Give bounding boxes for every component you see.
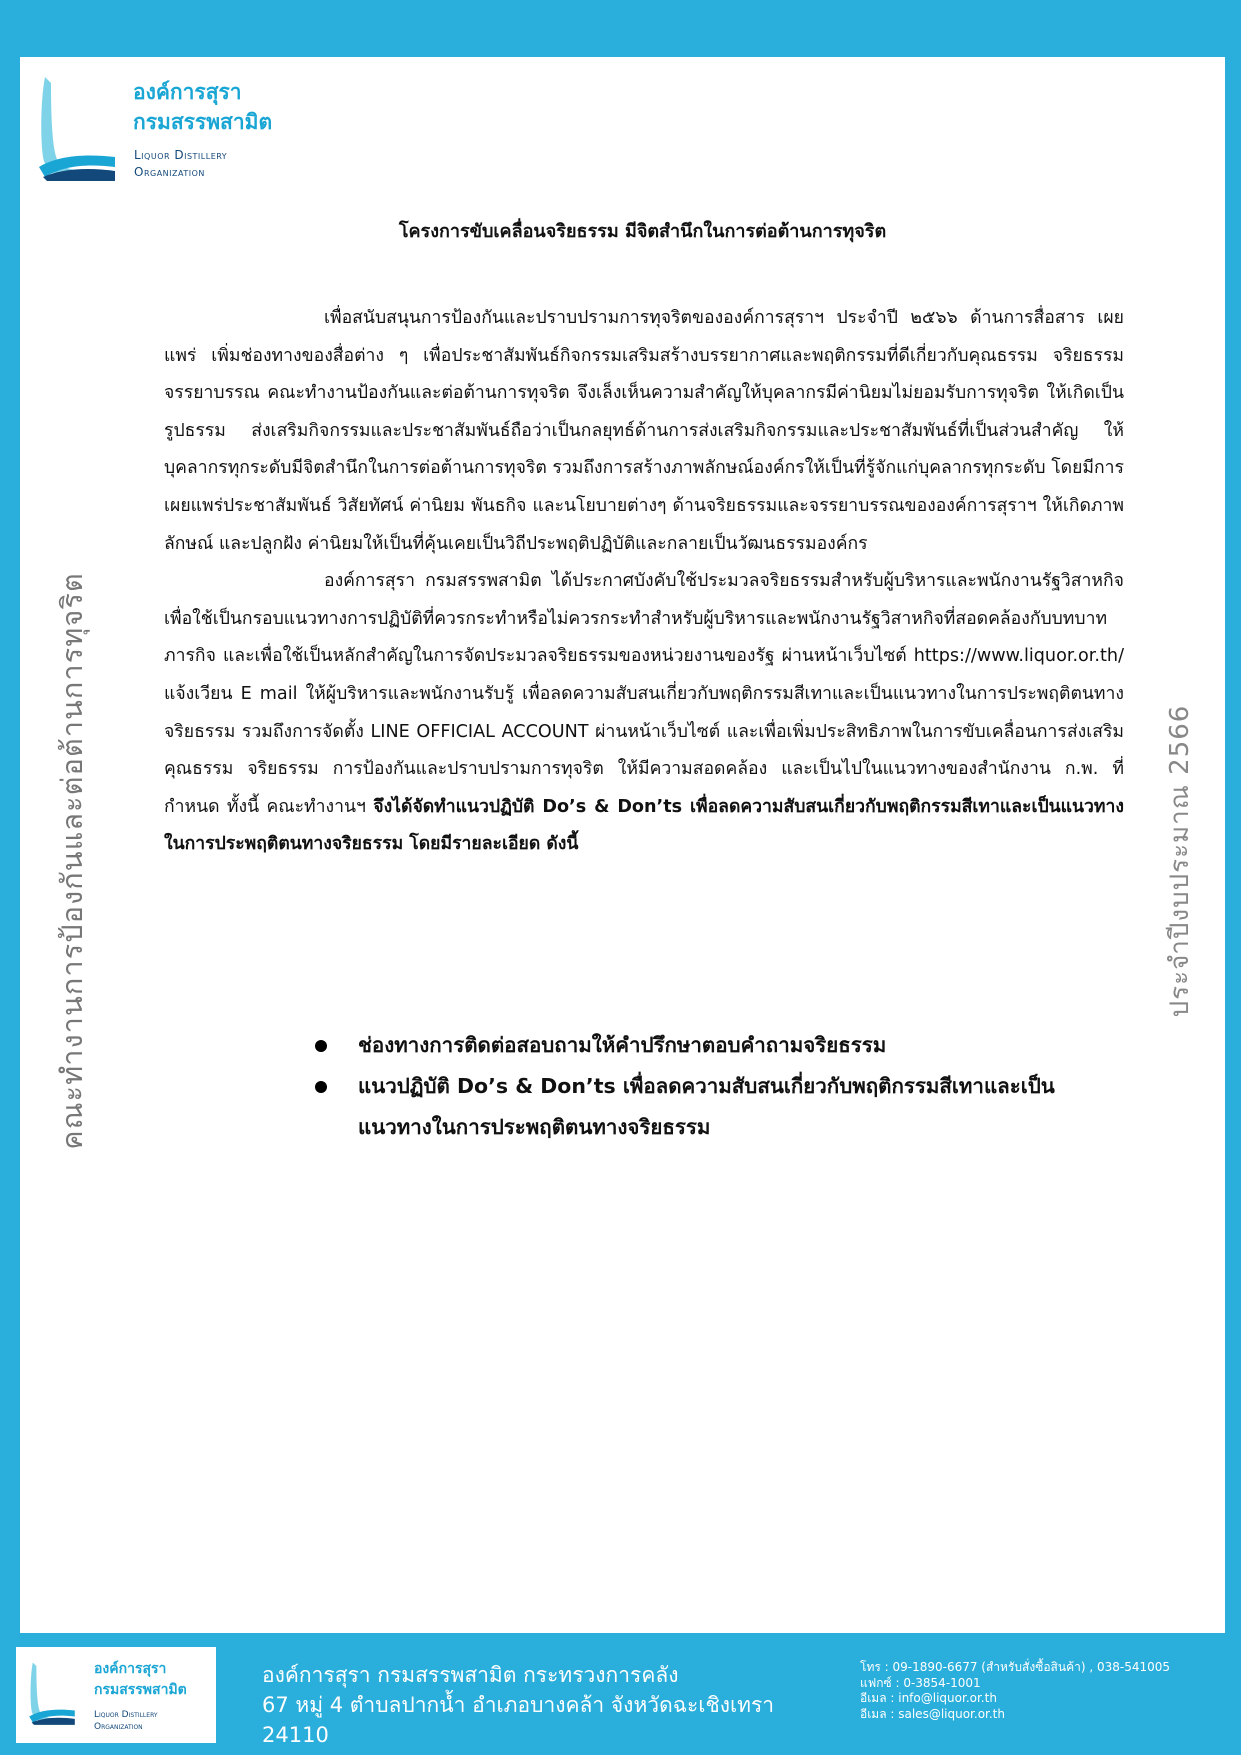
side-label-left: คณะทำงานการป้องกันและต่อต้านการทุจริต xyxy=(55,572,89,1150)
footer-address: องค์การสุรา กรมสรรพสามิต กระทรวงการคลัง 67 หมู่ 4 ตำบลปากน้ำ อำเภอบางคล้า จังหวัดฉะเชิงเทรา 24110 xyxy=(262,1663,775,1747)
document-body xyxy=(164,300,1124,864)
paragraph-2-bold: จึงได้จัดทำแนวปฏิบัติ Do’s & Don’ts เพื่อลดความสับสนเกี่ยวกับพฤติกรรมสีเทาและเป็นแนวทางในการประพฤติตนทางจริยธรรม โดยมีรายละเอียด ดังนี้ xyxy=(164,796,1124,855)
bullet-list xyxy=(310,1025,1125,1148)
paragraph-1: เพื่อสนับสนุนการป้องกันและปราบปรามการทุจริตขององค์การสุราฯ ประจำปี ๒๕๖๖ ด้านการสื่อสาร เผยแพร่ เพิ่มช่องทางของสื่อต่าง ๆ เพื่อประชาสัมพันธ์กิจกรรมเสริมสร้างบรรยากาศและพฤติกรรมที่ดีเกี่ยวกับคุณธรรม จริยธรรม จรรยาบรรณ คณะทำงานป้องกันและต่อต้านการทุจริต จึงเล็งเห็นความสำคัญให้บุคลากรมีค่านิยมไม่ยอมรับการทุจริต ให้เกิดเป็นรูปธรรม ส่งเสริมกิจกรรมและประชาสัมพันธ์ถือว่าเป็นกลยุทธ์ด้านการส่งเสริมกิจกรรมและประชาสัมพันธ์ที่เป็นส่วนสำคัญ ให้บุคลากรทุกระดับมีจิตสำนึกในการต่อต้านการทุจริต รวมถึงการสร้างภาพลักษณ์องค์กรให้เป็นที่รู้จักแก่บุคลากรทุกระดับ โดยมีการเผยแพร่ประชาสัมพันธ์ วิสัยทัศน์ ค่านิยม พันธกิจ และนโยบายต่างๆ ด้านจริยธรรมและจรรยาบรรณขององค์การสุราฯ ให้เกิดภาพลักษณ์ และปลูกฝัง ค่านิยมให้เป็นที่คุ้นเคยเป็นวิถีประพฤติปฏิบัติและกลายเป็นวัฒนธรรมองค์กร xyxy=(164,308,1124,554)
brand-name-th: องค์การสุรา กรมสรรพสามิต xyxy=(133,80,273,134)
lde-logo-icon xyxy=(28,1661,76,1727)
footer-contact: โทร : 09-1890-6677 (สำหรับสั่งซื้อสินค้า) , 038-541005 แฟกซ์ : 0-3854-1001 อีเมล : info@liquor.or.th อีเมล : sales@liquor.or.th xyxy=(860,1660,1171,1721)
bullet-text: แนวปฏิบัติ Do’s & Don’ts เพื่อลดความสับสนเกี่ยวกับพฤติกรรมสีเทาและเป็นแนวทางในการประพฤติตนทางจริยธรรม xyxy=(358,1074,1055,1139)
list-item xyxy=(310,1066,1125,1148)
footer-brand-name-th: องค์การสุรา กรมสรรพสามิต xyxy=(94,1661,187,1698)
list-item xyxy=(310,1025,1125,1066)
paragraph-2-text: องค์การสุรา กรมสรรพสามิต ได้ประกาศบังคับใช้ประมวลจริยธรรมสำหรับผู้บริหารและพนักงานรัฐวิสาหกิจ เพื่อใช้เป็นกรอบแนวทางการปฏิบัติที่ควรกระทำหรือไม่ควรกระทำสำหรับผู้บริหารและพนักงานรัฐวิสาหกิจที่สอดคล้องกับบทบาทภารกิจ และเพื่อใช้เป็นหลักสำคัญในการจัดประมวลจริยธรรมของหน่วยงานของรัฐ ผ่านหน้าเว็บไซต์ https://www.liquor.or.th/ แจ้งเวียน E mail ให้ผู้บริหารและพนักงานรับรู้ เพื่อลดความสับสนเกี่ยวกับพฤติกรรมสีเทาและเป็นแนวทางในการประพฤติตนทางจริยธรรม รวมถึงการจัดตั้ง LINE OFFICIAL ACCOUNT ผ่านหน้าเว็บไซต์ และเพื่อเพิ่มประสิทธิภาพในการขับเคลื่อนการส่งเสริมคุณธรรม จริยธรรม การป้องกันและปราบปรามการทุจริต ให้มีความสอดคล้อง และเป็นไปในแนวทางของสำนักงาน ก.พ. ที่กำหนด ทั้งนี้ คณะทำงานฯ xyxy=(164,571,1124,817)
paragraph-2 xyxy=(164,563,1124,864)
footer-brand-name-en: Liquor Distillery Organization xyxy=(94,1710,158,1732)
lde-logo-icon xyxy=(37,77,117,182)
side-label-right: ประจำปีงบประมาณ 2566 xyxy=(1165,704,1195,1018)
document-title: โครงการขับเคลื่อนจริยธรรม มีจิตสำนึกในการต่อต้านการทุจริต xyxy=(398,221,887,242)
bullet-text: ช่องทางการติดต่อสอบถามให้คำปรึกษาตอบคำถามจริยธรรม xyxy=(358,1033,887,1057)
bullet-icon xyxy=(315,1040,327,1052)
footer-logo xyxy=(16,1647,216,1743)
bullet-icon xyxy=(315,1081,327,1093)
brand-name-en: Liquor Distillery Organization xyxy=(134,148,228,179)
header-logo xyxy=(37,77,297,182)
